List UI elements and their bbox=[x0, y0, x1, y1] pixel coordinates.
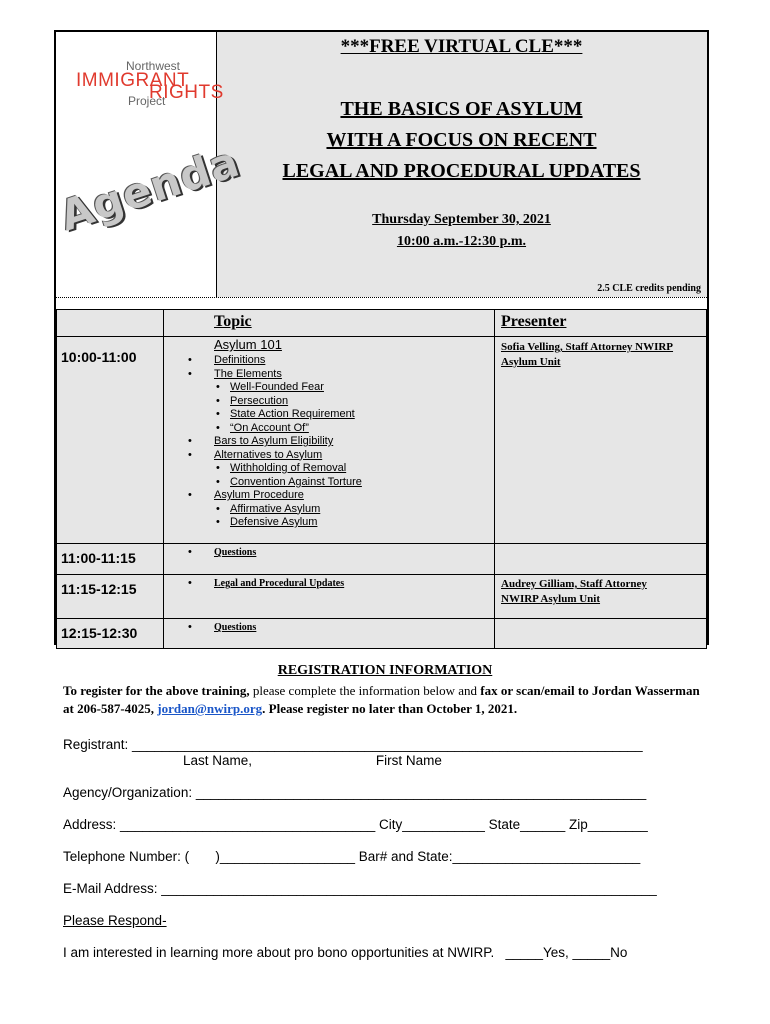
topic-header: Topic bbox=[214, 313, 252, 330]
sub-list bbox=[214, 503, 494, 530]
table-header-row bbox=[57, 310, 707, 337]
email-link[interactable]: jordan@nwirp.org bbox=[157, 701, 263, 716]
sub-item: • Well-Founded Fear bbox=[214, 381, 494, 395]
intro-text: please complete the information below and bbox=[249, 683, 481, 698]
list-item: • Bars to Asylum Eligibility bbox=[188, 435, 494, 449]
topic-header-cell bbox=[164, 310, 495, 337]
schedule-table bbox=[56, 309, 707, 649]
title-line: LEGAL AND PROCEDURAL UPDATES bbox=[282, 160, 641, 182]
agenda-wordart: Agenda bbox=[54, 136, 246, 241]
presenter-header-cell bbox=[495, 310, 707, 337]
intro-text: fax or scan/email to Jordan Wasserman at 206-587-4025, bbox=[63, 683, 700, 716]
time-text: 12:15-12:30 bbox=[61, 625, 138, 641]
time-text: 11:00-11:15 bbox=[61, 550, 136, 566]
credits-note: 2.5 CLE credits pending bbox=[597, 283, 701, 294]
sub-item: • Affirmative Asylum bbox=[214, 503, 494, 517]
agency-field[interactable]: Agency/Organization: ____________________________________________________________ bbox=[63, 785, 647, 800]
table-row bbox=[57, 575, 707, 619]
table-row bbox=[57, 337, 707, 544]
pro-bono-question[interactable]: I am interested in learning more about pro bono opportunities at NWIRP. _____Yes, _____No bbox=[63, 945, 628, 960]
list-item-label: Alternatives to Asylum bbox=[214, 448, 323, 461]
name-labels: Last Name, First Name bbox=[63, 753, 442, 768]
title-line: THE BASICS OF ASYLUM bbox=[340, 98, 583, 120]
event-title bbox=[216, 94, 707, 187]
topic-cell bbox=[164, 337, 495, 544]
presenter-cell bbox=[495, 544, 707, 575]
presenter-text: Audrey Gilliam, Staff Attorney NWIRP Asylum Unit bbox=[501, 578, 647, 605]
registrant-field[interactable]: Registrant: ____________________________________________________________________ bbox=[63, 737, 643, 752]
topic-list bbox=[164, 619, 494, 635]
list-item bbox=[188, 577, 494, 591]
topic-cell bbox=[164, 544, 495, 575]
intro-text: . Please register no later than October 1, 2021. bbox=[262, 701, 518, 716]
time-header-cell bbox=[57, 310, 164, 337]
presenter-cell bbox=[495, 337, 707, 544]
sub-item: • Defensive Asylum bbox=[214, 516, 494, 530]
registration-title: REGISTRATION INFORMATION bbox=[277, 663, 493, 678]
logo-text: IMMIGRANT bbox=[76, 70, 190, 91]
intro-text: To register for the above training, bbox=[63, 683, 250, 698]
date-text: Thursday September 30, 2021 bbox=[372, 212, 551, 227]
sub-list bbox=[214, 462, 494, 489]
topic-list bbox=[164, 544, 494, 560]
topic-text: Legal and Procedural Updates bbox=[214, 578, 345, 589]
logo-text: Northwest bbox=[126, 59, 181, 73]
presenter-text: Sofia Velling, Staff Attorney NWIRP Asylum Unit bbox=[501, 341, 674, 368]
time-cell bbox=[57, 575, 164, 619]
time-text: 10:00 a.m.-12:30 p.m. bbox=[396, 234, 527, 249]
please-respond: Please Respond- bbox=[63, 913, 167, 928]
topic-title: Asylum 101 bbox=[214, 337, 282, 352]
sub-item: • Withholding of Removal bbox=[214, 462, 494, 476]
agenda-header bbox=[56, 32, 707, 297]
topic-text: Questions bbox=[214, 622, 257, 633]
time-cell bbox=[57, 337, 164, 544]
title-line: WITH A FOCUS ON RECENT bbox=[326, 129, 597, 151]
sub-item: • Convention Against Torture bbox=[214, 476, 494, 490]
list-item bbox=[188, 621, 494, 635]
time-cell bbox=[57, 619, 164, 649]
free-cle-banner: ***FREE VIRTUAL CLE*** bbox=[340, 36, 583, 57]
sub-item: • “On Account Of” bbox=[214, 422, 494, 436]
time-text: 10:00-11:00 bbox=[61, 349, 137, 365]
topic-text: Questions bbox=[214, 547, 257, 558]
time-text: 11:15-12:15 bbox=[61, 581, 137, 597]
telephone-field[interactable]: Telephone Number: ( )__________________ Bar# and State:_________________________ bbox=[63, 849, 641, 864]
event-date bbox=[216, 209, 707, 253]
address-field[interactable]: Address: __________________________________ City___________ State______ Zip________ bbox=[63, 817, 648, 832]
list-item bbox=[188, 368, 494, 436]
logo-text: Project bbox=[128, 94, 166, 108]
presenter-cell bbox=[495, 619, 707, 649]
topic-cell bbox=[164, 619, 495, 649]
sub-item: • Persecution bbox=[214, 395, 494, 409]
email-field[interactable]: E-Mail Address: __________________________________________________________________ bbox=[63, 881, 657, 896]
sub-list bbox=[214, 381, 494, 435]
sub-item: • State Action Requirement bbox=[214, 408, 494, 422]
table-row bbox=[57, 619, 707, 649]
agenda-frame bbox=[54, 30, 709, 645]
logo-panel bbox=[54, 32, 246, 297]
list-item bbox=[188, 546, 494, 560]
table-row bbox=[57, 544, 707, 575]
list-item-label: Asylum Procedure bbox=[214, 489, 304, 501]
topic-cell bbox=[164, 575, 495, 619]
time-cell bbox=[57, 544, 164, 575]
presenter-cell bbox=[495, 575, 707, 619]
list-item bbox=[188, 449, 494, 490]
list-item: • Definitions bbox=[188, 354, 494, 368]
logo-text: RIGHTS bbox=[149, 82, 224, 103]
list-item-label: The Elements bbox=[214, 367, 282, 380]
presenter-header: Presenter bbox=[501, 313, 567, 330]
topic-list bbox=[164, 354, 494, 530]
topic-list bbox=[164, 575, 494, 591]
list-item bbox=[188, 489, 494, 530]
registration-intro bbox=[63, 682, 703, 718]
